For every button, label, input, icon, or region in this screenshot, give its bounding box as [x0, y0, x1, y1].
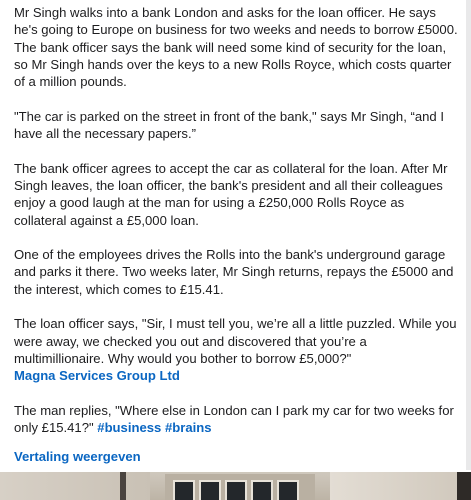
- post-paragraph-5: [14, 315, 460, 384]
- image-window: [173, 480, 195, 500]
- company-mention-link[interactable]: Magna Services Group Ltd: [14, 368, 180, 384]
- image-dark-edge: [457, 472, 471, 500]
- translate-button[interactable]: Vertaling weergeven: [14, 448, 141, 464]
- post-image[interactable]: [0, 472, 471, 500]
- image-window: [251, 480, 273, 500]
- post-paragraph-1: Mr Singh walks into a bank London and asks for the loan officer. He says he's going to Europe on business for two weeks and needs to borrow £5000. The bank officer says the bank will need some kind of security for the loan, so Mr Singh hands over the keys to a new Rolls Royce, which costs quarter of a million pounds.: [14, 5, 458, 90]
- post-paragraph-5-text: The loan officer says, "Sir, I must tell you, we’re all a little puzzled. While you were away, we checked you out and discovered that you’re a multimillionaire. Why would you bother to borrow £5,000?": [14, 316, 457, 366]
- post-paragraph-6: [14, 402, 460, 437]
- post-paragraph-2: "The car is parked on the street in front of the bank," says Mr Singh, “and I have all the necessary papers.”: [14, 108, 444, 142]
- image-building-right: [330, 472, 471, 500]
- image-building-left: [0, 472, 150, 500]
- post-paragraph-4: One of the employees drives the Rolls into the bank's underground garage and parks it there. Two weeks later, Mr Singh returns, repays the £5000 and the interest, which comes to £15.41.: [14, 247, 454, 297]
- image-window: [277, 480, 299, 500]
- hashtag-brains-link[interactable]: #brains: [164, 420, 212, 436]
- scrollbar[interactable]: [466, 0, 471, 470]
- post-paragraph-6-text: The man replies, "Where else in London can I park my car for two weeks for only £15.41?": [14, 402, 454, 436]
- image-window: [199, 480, 221, 500]
- hashtag-business-link[interactable]: #business: [97, 420, 162, 436]
- image-window: [225, 480, 247, 500]
- post-body: [14, 4, 460, 465]
- image-building-facade: [165, 474, 315, 500]
- post-paragraph-3: The bank officer agrees to accept the car as collateral for the loan. After Mr Singh leaves, the loan officer, the bank's president and all their colleagues enjoy a good laugh at the man for using a £250,000 Rolls Royce as collateral against a £5,000 loan.: [14, 160, 448, 228]
- image-lamp-pole: [120, 472, 126, 500]
